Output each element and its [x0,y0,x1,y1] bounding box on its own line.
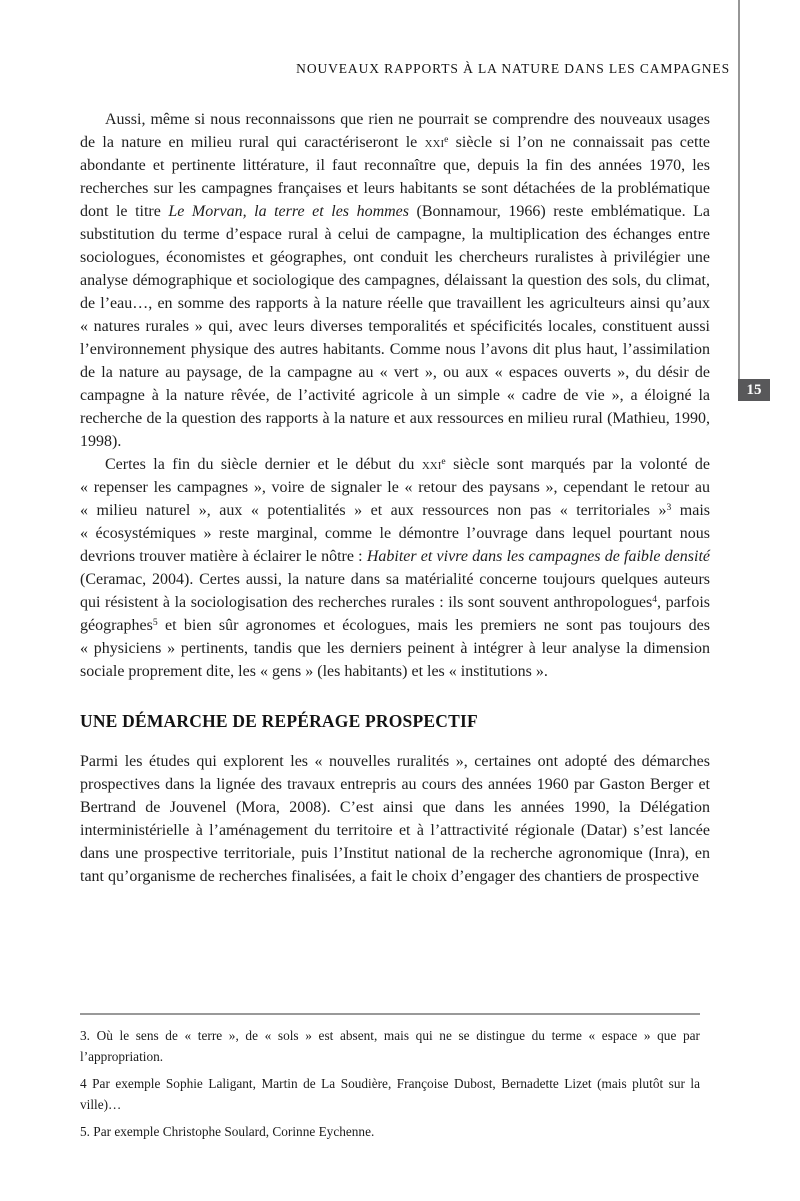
page-number: 15 [746,381,762,398]
text-column [80,108,710,888]
section-heading: UNE DÉMARCHE DE REPÉRAGE PROSPECTIF [80,711,478,731]
footnote-4: 4 Par exemple Sophie Laligant, Martin de La Soudière, Françoise Dubost, Bernadette Lizet (mais plutôt sur la ville)… [80,1076,700,1112]
body-paragraph-3: Parmi les études qui explorent les « nouvelles ruralités », certaines ont adopté des démarches prospectives dans la lignée des travaux entrepris au cours des années 1960 par Gaston Berger et Bertrand de Jouvenel (Mora, 2008). C’est ainsi que dans les années 1990, la Délégation interministérielle à l’aménagement du territoire et à l’attractivité régionale (Datar) s’est lancée dans une prospective territoriale, puis l’Institut national de la recherche agronomique (Inra), en tant qu’organisme de recherches finalisées, a fait le choix d’engager des chantiers de prospective [80,753,710,885]
footnote-3: 3. Où le sens de « terre », de « sols » est absent, mais qui ne se distingue du terme « espace » que par l’appropriation. [80,1028,700,1064]
margin-rule [738,0,740,379]
footnote-rule [80,1013,700,1015]
page-number-badge [738,379,770,401]
footnote-5: 5. Par exemple Christophe Soulard, Corinne Eychenne. [80,1124,375,1139]
footnotes-block [80,1013,700,1150]
running-header: NOUVEAUX RAPPORTS À LA NATURE DANS LES CAMPAGNES [296,61,730,76]
body-paragraph-1: Aussi, même si nous reconnaissons que rien ne pourrait se comprendre des nouveaux usages de la nature en milieu rural qui caractériseront le xxi$^e$ siècle si l’on ne connaissait pas cette abondante et pertinente littérature, il faut reconnaître que, depuis la fin des années 1970, les recherches sur les campagnes françaises et leurs habitants se sont détachées de la problématique dont le titre Le Morvan, la terre et les hommes (Bonnamour, 1966) reste emblématique. La substitution du terme d’espace rural à celui de campagne, la multiplication des échanges entre sociologues, économistes et géographes, ont conduit les chercheurs ruralistes à privilégier une analyse démographique et sociologique des campagnes, délaissant la question des sols, du climat, de l’eau…, en somme des rapports à la nature réelle que travaillent les agriculteurs ainsi qu’aux « natures rurales » qui, avec leurs diverses temporalités et spécificités locales, constituent aussi l’environnement physique des autres habitants. Comme nous l’avons dit plus haut, l’assimilation de la nature au paysage, de la campagne au « vert », ou aux « espaces ouverts », du désir de campagne à la nature rêvée, de l’activité agricole à un simple « cadre de vie », a éloigné la recherche de la question des rapports à la nature et aux ressources en milieu rural (Mathieu, 1990, 1998). [80,111,710,450]
body-paragraph-2: Certes la fin du siècle dernier et le début du xxi$^e$ siècle sont marqués par la volonté de « repenser les campagnes », voire de signaler le « retour des paysans », cependant le retour au « milieu naturel », aux « potentialités » et aux ressources non pas « territoriales »$^3$ mais « écosystémiques » reste marginal, comme le démontre l’ouvrage dans lequel pourtant nous devrions trouver matière à éclairer le nôtre : Habiter et vivre dans les campagnes de faible densité (Ceramac, 2004). Certes aussi, la nature dans sa matérialité concerne toujours quelques auteurs qui résistent à la sociologisation des recherches rurales : ils sont souvent anthropologues$^4$, parfois géographes$^5$ et bien sûr agronomes et écologues, mais les premiers ne sont pas toujours des « physiciens » pertinents, tandis que les derniers peinent à intégrer à leur analyse la dimension sociale proprement dite, les « gens » (les habitants) et les « institutions ». [80,456,711,680]
